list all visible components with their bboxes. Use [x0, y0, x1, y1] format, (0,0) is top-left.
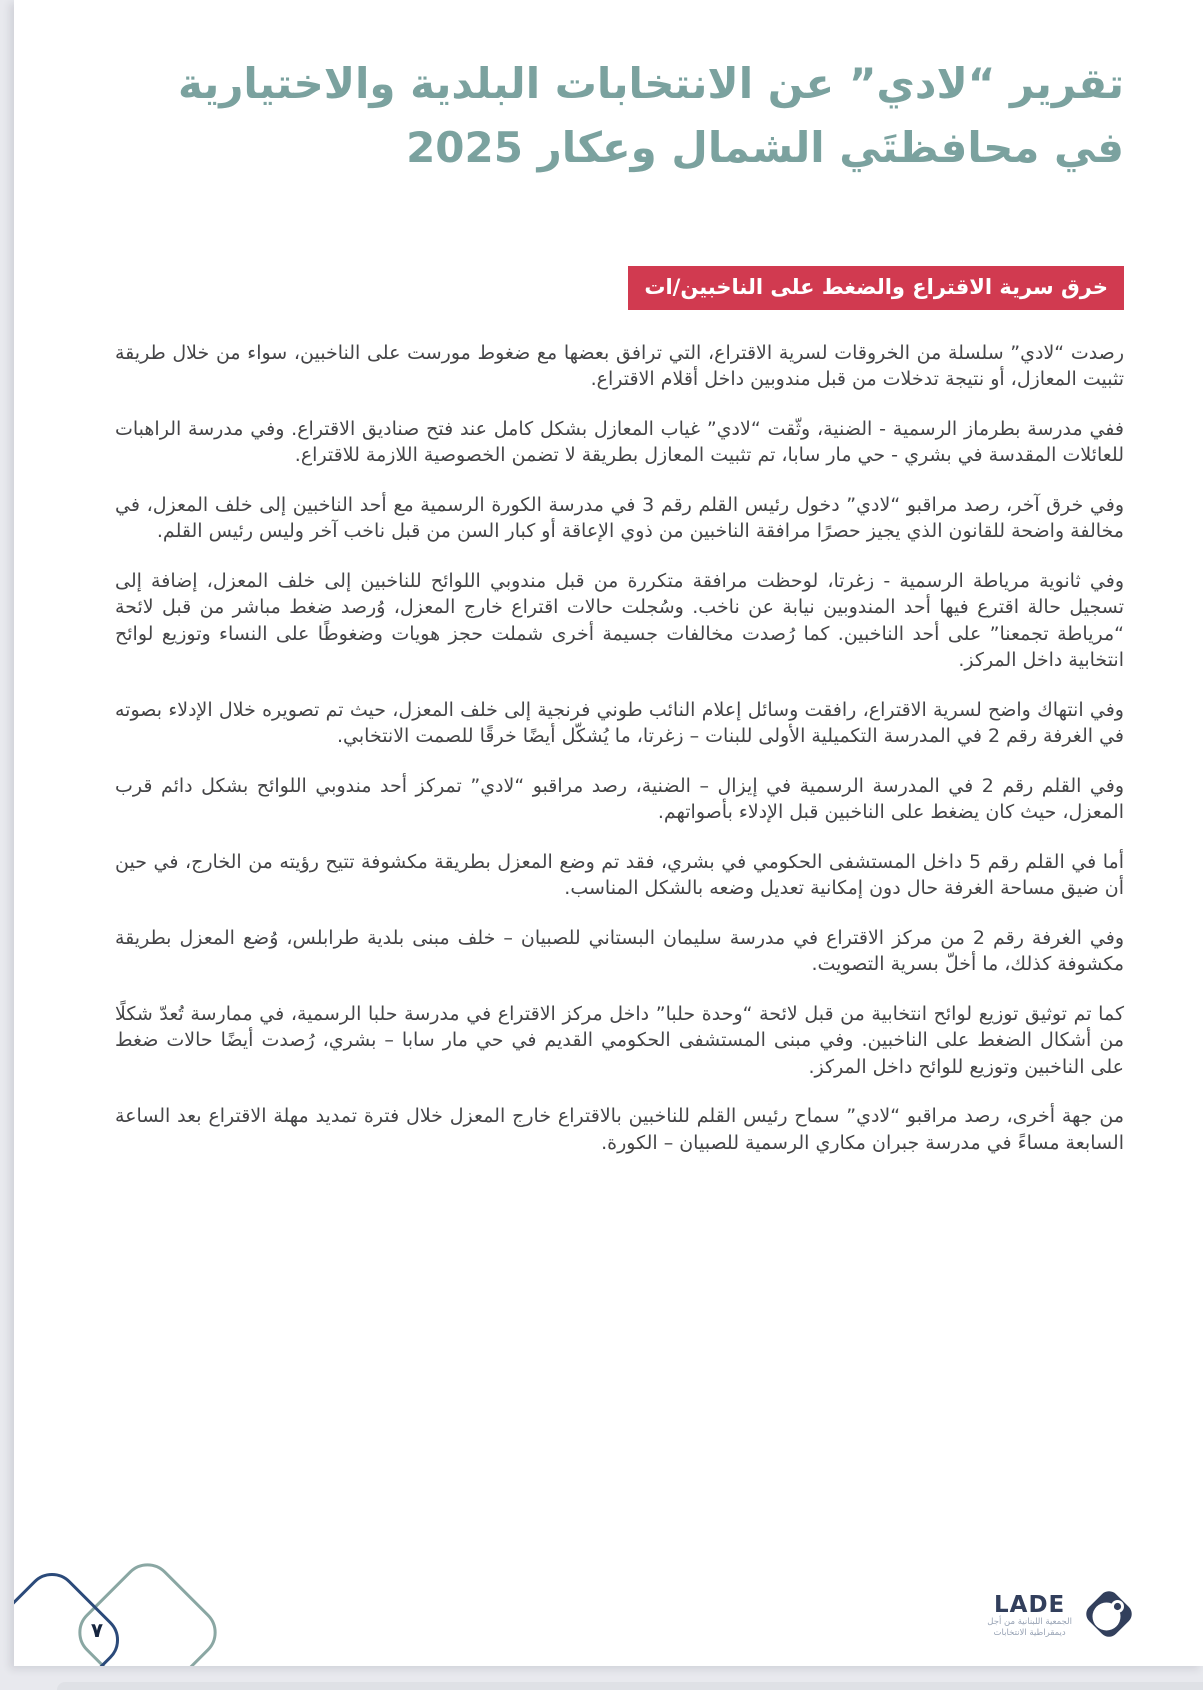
body-paragraph: وفي انتهاك واضح لسرية الاقتراع، رافقت وسائل إعلام النائب طوني فرنجية إلى خلف المعزل، حيث تم تصويره خلال الإدلاء بصوته في الغرفة رقم 2 في المدرسة التكميلية الأولى للبنات – زغرتا، ما يُشكّل أيضًا خرقًا للصمت الانتخابي.	[115, 698, 1124, 748]
body-paragraph: رصدت “لادي” سلسلة من الخروقات لسرية الاقتراع، التي ترافق بعضها مع ضغوط مورست على الناخبين، سواء من خلال طريقة تثبيت المعازل، أو نتيجة تدخلات من قبل مندوبين داخل أقلام الاقتراع.	[115, 341, 1124, 391]
lade-logo-subtext-line2: ديمقراطية الانتخابات	[993, 1628, 1066, 1639]
page-number: ٧	[90, 1618, 104, 1642]
body-paragraph: ففي مدرسة بطرماز الرسمية - الضنية، وثّقت “لادي” غياب المعازل بشكل كامل عند فتح صناديق الاقتراع. وفي مدرسة الراهبات للعائلات المقدسة في بشري - حي مار سابا، تم تثبيت المعازل بطريقة لا تضمن الخصوصية اللازمة للاقتراع.	[115, 417, 1124, 467]
section-heading-badge: خرق سرية الاقتراع والضغط على الناخبين/ات	[628, 266, 1124, 310]
page-title	[115, 52, 1124, 180]
lade-logo-word: LADE	[994, 1592, 1066, 1619]
body-paragraph: وفي الغرفة رقم 2 من مركز الاقتراع في مدرسة سليمان البستاني للصبيان – خلف مبنى بلدية طرابلس، وُضع المعزل بطريقة مكشوفة كذلك، ما أخلّ بسرية التصويت.	[115, 926, 1124, 976]
lade-logo-text	[987, 1593, 1072, 1638]
lade-logo-subtext-line1: الجمعية اللبنانية من أجل	[987, 1617, 1072, 1628]
lade-eye-diamond-icon	[1081, 1586, 1137, 1646]
body-paragraph: أما في القلم رقم 5 داخل المستشفى الحكومي في بشري، فقد تم وضع المعزل بطريقة مكشوفة تتيح رؤيته من الخارج، في حين أن ضيق مساحة الغرفة حال دون إمكانية تعديل وضعه بالشكل المناسب.	[115, 850, 1124, 900]
body-paragraph: كما تم توثيق توزيع لوائح انتخابية من قبل لائحة “وحدة حلبا” داخل مركز الاقتراع في مدرسة حلبا الرسمية، في ممارسة تُعدّ شكلًا من أشكال الضغط على الناخبين. وفي مبنى المستشفى الحكومي القديم في حي مار سابا – بشري، رُصدت أيضًا حالات ضغط على الناخبين وتوزيع للوائح داخل المركز.	[115, 1002, 1124, 1078]
body-paragraph: من جهة أخرى، رصد مراقبو “لادي” سماح رئيس القلم للناخبين بالاقتراع خارج المعزل خلال فترة تمديد مهلة الاقتراع بعد الساعة السابعة مساءً في مدرسة جبران مكاري الرسمية للصبيان – الكورة.	[115, 1105, 1124, 1154]
next-page-edge	[57, 1682, 1203, 1690]
report-body	[115, 340, 1124, 1157]
page-title-line1: تقرير “لادي” عن الانتخابات البلدية والاختيارية	[177, 59, 1124, 108]
page-title-line2: في محافظتَي الشمال وعكار 2025	[406, 122, 1124, 172]
lade-logo	[987, 1586, 1137, 1646]
body-paragraph: وفي خرق آخر، رصد مراقبو “لادي” دخول رئيس القلم رقم 3 في مدرسة الكورة الرسمية مع أحد الناخبين إلى خلف المعزل، في مخالفة واضحة للقانون الذي يجيز حصرًا مرافقة الناخبين من ذوي الإعاقة أو كبار السن من قبل ناخب آخر وليس رئيس القلم.	[115, 493, 1124, 543]
body-paragraph: وفي ثانوية مرياطة الرسمية - زغرتا، لوحظت مرافقة متكررة من قبل مندوبي اللوائح للناخبين إلى خلف المعزل، إضافة إلى تسجيل حالة اقترع فيها أحد المندوبين نيابة عن ناخب. وسُجلت حالات اقتراع خارج المعزل، وُرصد ضغط مباشر من قبل لائحة “مرياطة تجمعنا” على أحد الناخبين. كما رُصدت مخالفات جسيمة أخرى شملت حجز هويات وضغوطًا على النساء وتوزيع لوائح انتخابية داخل المركز.	[115, 569, 1124, 672]
document-page	[14, 0, 1203, 1666]
body-paragraph: وفي القلم رقم 2 في المدرسة الرسمية في إيزال – الضنية، رصد مراقبو “لادي” تمركز أحد مندوبي اللوائح بشكل دائم قرب المعزل، حيث كان يضغط على الناخبين قبل الإدلاء بأصواتهم.	[115, 774, 1124, 824]
page-content	[14, 0, 1203, 1156]
